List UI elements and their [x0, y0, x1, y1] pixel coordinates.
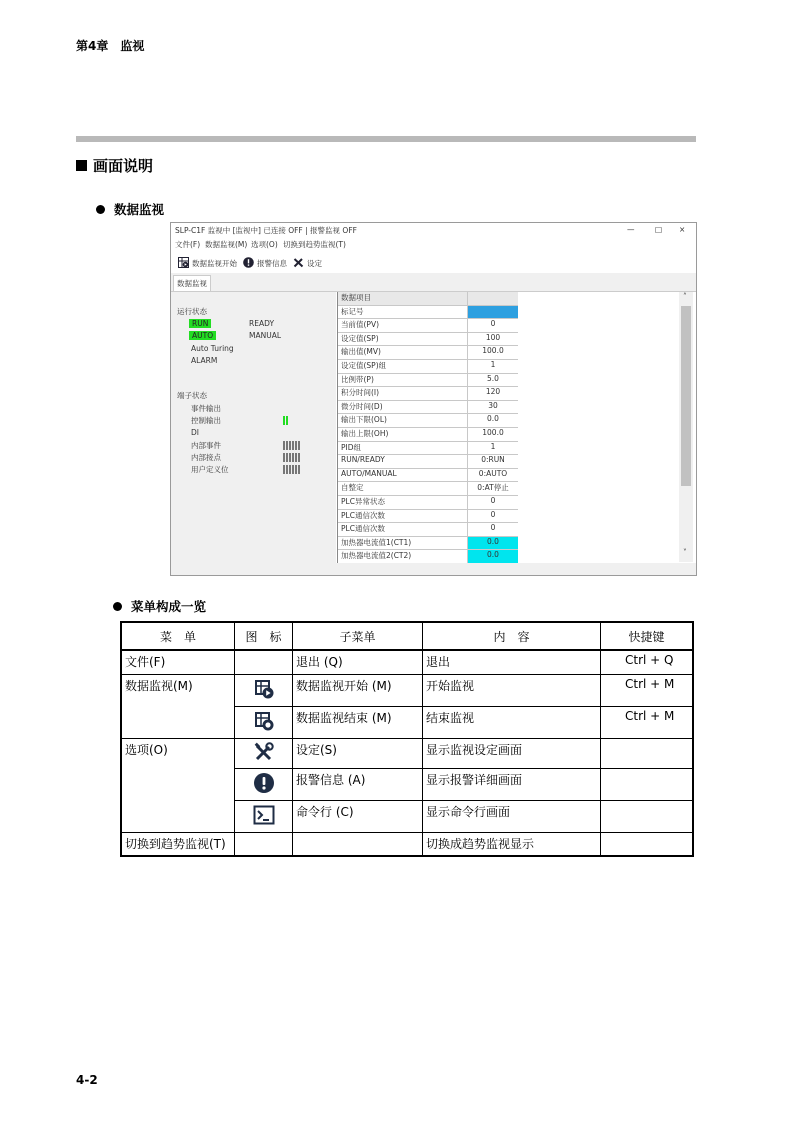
alarm-info-icon: [253, 772, 275, 794]
table-row[interactable]: [338, 510, 518, 524]
menu-table-header: [121, 622, 693, 650]
cell-shortcut: [601, 738, 694, 768]
section-heading: [76, 155, 153, 176]
row-value: 5.0: [487, 373, 499, 383]
table-row[interactable]: [338, 469, 518, 483]
header-submenu: 子菜单: [293, 622, 423, 650]
user-bit-bits: [283, 465, 300, 474]
table-row[interactable]: [338, 346, 518, 360]
table-row[interactable]: [338, 428, 518, 442]
scroll-down-icon[interactable]: ˅: [683, 548, 687, 557]
table-row[interactable]: [338, 319, 518, 333]
row-value: 100.0: [482, 346, 504, 356]
horizontal-scrollbar[interactable]: [171, 563, 696, 575]
row-value: 0:AT停止: [477, 483, 509, 493]
cell-submenu: 设定(S): [293, 738, 423, 768]
terminal-item: 事件输出: [191, 404, 221, 413]
table-row: [121, 650, 693, 674]
control-output-bits: [283, 416, 288, 425]
row-label: PLC通信次数: [338, 523, 468, 536]
table-row[interactable]: [338, 387, 518, 401]
row-value: 1: [490, 441, 496, 451]
row-value: 0:RUN: [481, 455, 505, 465]
row-label: 当前值(PV): [338, 319, 468, 332]
cell-content: 显示命令行画面: [423, 800, 601, 832]
section-divider: [76, 136, 696, 142]
monitor-start-icon[interactable]: [178, 257, 189, 268]
row-value: 0: [490, 523, 496, 533]
cell-shortcut: [601, 800, 694, 832]
row-value: 100: [485, 332, 501, 342]
terminal-heading: 端子状态: [177, 391, 207, 400]
table-row[interactable]: [338, 306, 518, 320]
menu-options[interactable]: 选项(O): [251, 240, 278, 249]
header-menu: 菜 单: [121, 622, 235, 650]
header-content: 内 容: [423, 622, 601, 650]
data-table-header: [338, 292, 518, 306]
row-label: 设定值(SP): [338, 333, 468, 346]
row-label: 输出值(MV): [338, 346, 468, 359]
row-label: 设定值(SP)组: [338, 360, 468, 373]
vertical-scrollbar[interactable]: [679, 292, 693, 562]
page-number: 4-2: [76, 1073, 98, 1087]
app-title: SLP-C1F 监视中 [监视中] 已连接 OFF | 报警监视 OFF: [175, 226, 357, 235]
row-value: 0: [490, 495, 496, 505]
table-row[interactable]: [338, 523, 518, 537]
app-window-screenshot: [170, 222, 697, 576]
data-table: [337, 292, 518, 576]
row-label: 输出下限(OL): [338, 414, 468, 427]
square-bullet-icon: [76, 160, 87, 171]
minimize-icon[interactable]: —: [627, 225, 635, 234]
status-heading: 运行状态: [177, 307, 207, 316]
cell-menu: 文件(F): [121, 650, 235, 674]
cell-shortcut: Ctrl + Q: [601, 650, 694, 674]
table-row[interactable]: [338, 374, 518, 388]
subsection-heading-monitor: [96, 200, 164, 218]
cell-submenu: 报警信息 (A): [293, 768, 423, 800]
table-row[interactable]: [338, 550, 518, 564]
cell-menu: 切换到趋势监视(T): [121, 832, 235, 856]
terminal-item: 控制输出: [191, 416, 221, 425]
table-row[interactable]: [338, 455, 518, 469]
cell-submenu: 命令行 (C): [293, 800, 423, 832]
toolbar-settings[interactable]: 设定: [307, 259, 322, 268]
bullet-icon: [96, 205, 105, 214]
row-label: 比例带(P): [338, 374, 468, 387]
cell-submenu: [293, 832, 423, 856]
table-row[interactable]: [338, 537, 518, 551]
subsection-heading-menu: [113, 597, 206, 615]
close-icon[interactable]: ×: [679, 225, 686, 234]
row-label: PLC通信次数: [338, 510, 468, 523]
terminal-item: DI: [191, 428, 199, 437]
row-value: 0: [490, 319, 496, 329]
row-value: 120: [485, 387, 501, 397]
subsection-title: 数据监视: [114, 202, 165, 217]
row-value: 30: [488, 400, 498, 410]
row-label: 加热器电流值2(CT2): [338, 550, 468, 563]
row-label: AUTO/MANUAL: [338, 469, 468, 482]
cell-content: 显示报警详细画面: [423, 768, 601, 800]
row-value: 0.0: [487, 414, 499, 424]
menu-data-monitor[interactable]: 数据监视(M): [205, 240, 248, 249]
row-label: RUN/READY: [338, 455, 468, 468]
scroll-up-icon[interactable]: ˄: [683, 292, 687, 301]
internal-event-bits: [283, 441, 300, 450]
table-row: [121, 738, 693, 768]
manual-indicator: MANUAL: [249, 331, 282, 340]
monitor-start-icon: [253, 678, 275, 700]
data-table-header-label: 数据项目: [338, 292, 468, 305]
cell-submenu: 退出 (Q): [293, 650, 423, 674]
table-row[interactable]: [338, 333, 518, 347]
alarm-indicator: ALARM: [191, 356, 218, 365]
auto-tuning-indicator: Auto Turing: [191, 344, 234, 353]
row-label: 自整定: [338, 482, 468, 495]
table-row[interactable]: [338, 414, 518, 428]
table-row[interactable]: [338, 482, 518, 496]
app-titlebar: [171, 223, 696, 236]
row-label: 微分时间(D): [338, 401, 468, 414]
cell-content: 开始监视: [423, 674, 601, 706]
cell-submenu: 数据监视结束 (M): [293, 706, 423, 738]
auto-indicator: AUTO: [189, 331, 216, 340]
maximize-icon[interactable]: □: [655, 225, 663, 234]
cell-content: 切换成趋势监视显示: [423, 832, 601, 856]
toolbar-monitor-start[interactable]: 数据监视开始: [192, 259, 237, 268]
toolbar-alarm-info[interactable]: 报警信息: [257, 259, 287, 268]
table-row[interactable]: [338, 496, 518, 510]
row-label: 输出上限(OH): [338, 428, 468, 441]
row-value: 1: [490, 359, 496, 369]
row-label: 标记号: [338, 306, 468, 319]
run-indicator: RUN: [189, 319, 211, 328]
cell-shortcut: Ctrl + M: [601, 706, 694, 738]
alarm-info-icon[interactable]: [243, 257, 254, 268]
table-row[interactable]: [338, 442, 518, 456]
bullet-icon: [113, 602, 122, 611]
table-row[interactable]: [338, 401, 518, 415]
row-value: 0.0: [468, 550, 518, 563]
tab-data-monitor[interactable]: 数据监视: [173, 275, 211, 291]
app-menubar: [171, 238, 696, 250]
menu-table: [120, 621, 694, 857]
row-value: 0.0: [468, 537, 518, 550]
cell-shortcut: [601, 768, 694, 800]
terminal-item: 内部接点: [191, 453, 221, 462]
cell-content: 结束监视: [423, 706, 601, 738]
app-toolbar: [171, 254, 696, 272]
row-label: PID组: [338, 442, 468, 455]
cell-content: 显示监视设定画面: [423, 738, 601, 768]
cell-menu: 选项(O): [121, 738, 235, 832]
row-value: [468, 306, 518, 319]
row-value: 0: [490, 509, 496, 519]
cell-content: 退出: [423, 650, 601, 674]
ready-indicator: READY: [249, 319, 275, 328]
row-label: 积分时间(I): [338, 387, 468, 400]
table-row: [121, 674, 693, 706]
chapter-header: 第4章 监视: [76, 39, 145, 53]
table-row: [121, 832, 693, 856]
section-title: 画面说明: [93, 157, 154, 175]
menu-file[interactable]: 文件(F): [175, 240, 201, 249]
terminal-item: 用户定义位: [191, 465, 229, 474]
row-value: 0:AUTO: [478, 468, 508, 478]
monitor-stop-icon: [253, 710, 275, 732]
scrollbar-thumb[interactable]: [681, 306, 691, 486]
internal-contact-bits: [283, 453, 300, 462]
app-tabstrip: [171, 273, 696, 292]
command-line-icon: [253, 804, 275, 826]
header-icon: 图 标: [235, 622, 293, 650]
header-shortcut: 快捷键: [601, 622, 694, 650]
terminal-item: 内部事件: [191, 441, 221, 450]
row-label: PLC异常状态: [338, 496, 468, 509]
subsection-title: 菜单构成一览: [131, 599, 207, 614]
cell-shortcut: [601, 832, 694, 856]
row-label: 加热器电流值1(CT1): [338, 537, 468, 550]
table-row[interactable]: [338, 360, 518, 374]
settings-tools-icon[interactable]: [293, 257, 304, 268]
cell-menu: 数据监视(M): [121, 674, 235, 738]
cell-submenu: 数据监视开始 (M): [293, 674, 423, 706]
cell-shortcut: Ctrl + M: [601, 674, 694, 706]
row-value: 100.0: [482, 427, 504, 437]
menu-trend[interactable]: 切换到趋势监视(T): [283, 240, 346, 249]
settings-tools-icon: [253, 741, 275, 763]
status-panel: [171, 292, 336, 575]
